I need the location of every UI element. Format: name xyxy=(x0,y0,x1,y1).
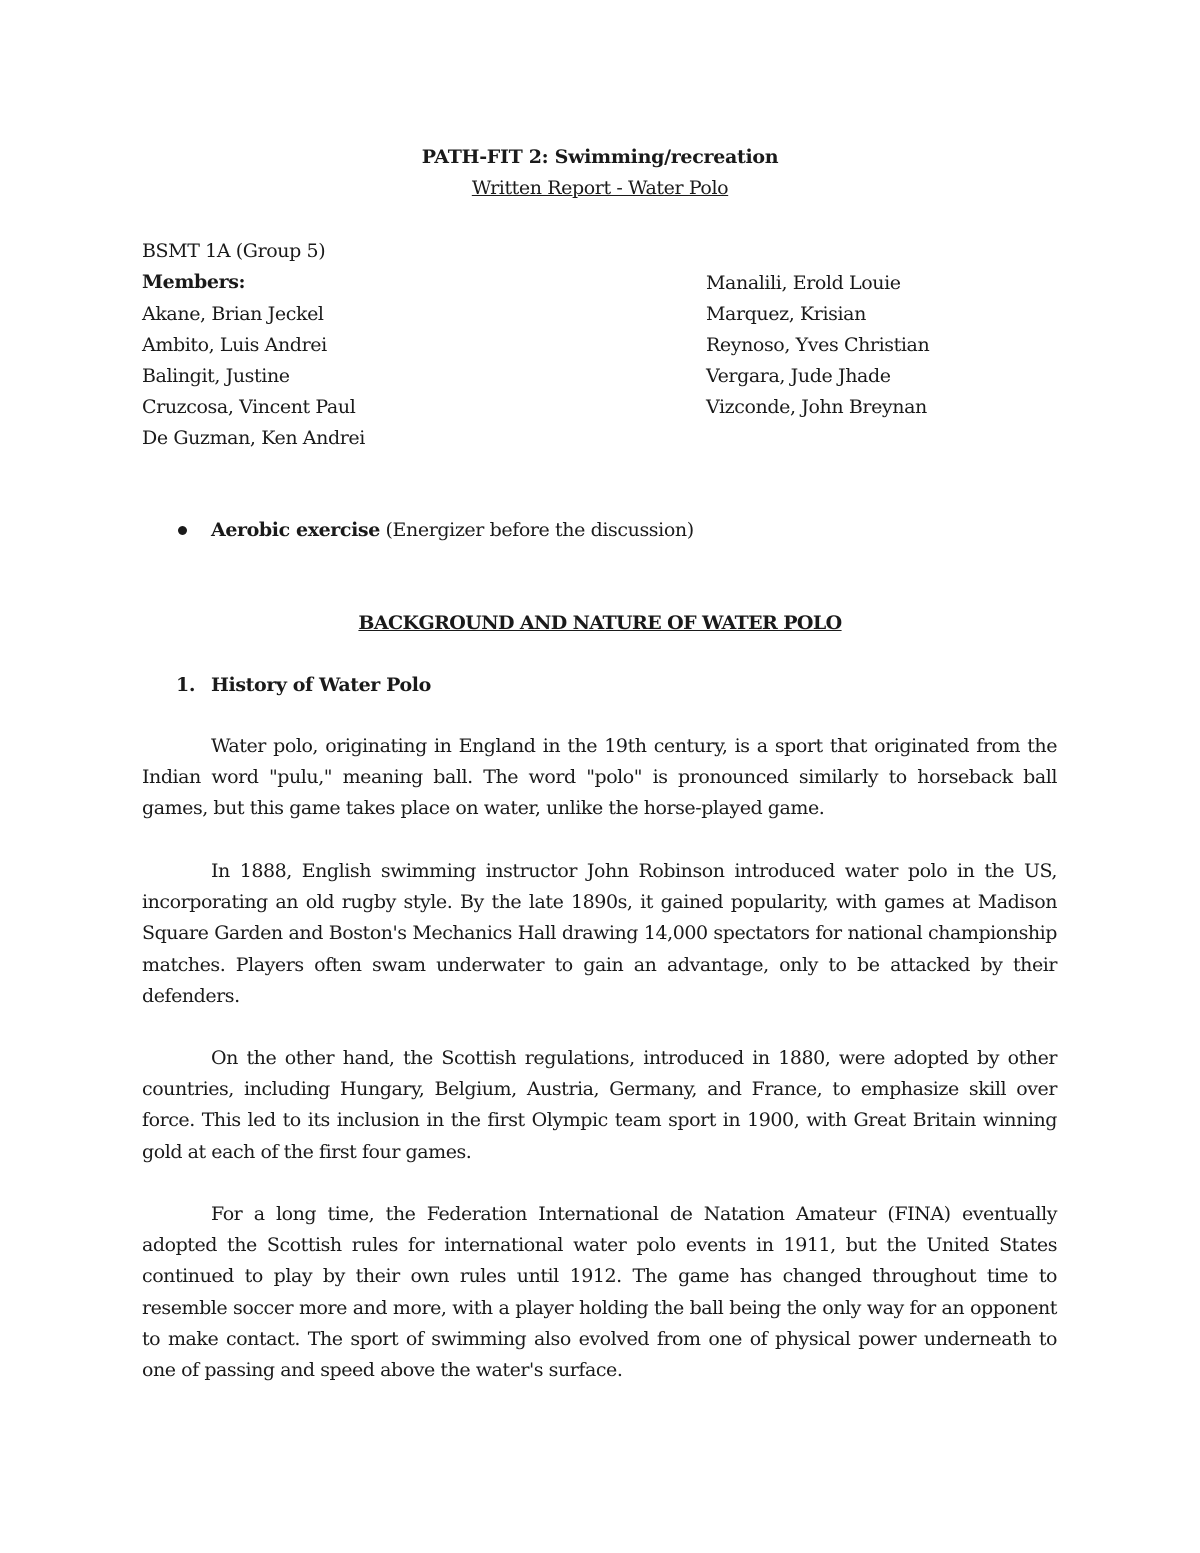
members-list-left xyxy=(142,299,365,454)
member-name: Manalili, Erold Louie xyxy=(706,272,901,294)
member-name: Marquez, Krisian xyxy=(706,303,866,325)
bullet-text xyxy=(211,516,694,544)
member-name: Balingit, Justine xyxy=(142,365,290,387)
paragraph: On the other hand, the Scottish regulations, introduced in 1880, were adopted by other countries, including Hungary, Belgium, Austria, Germany, and France, to emphasize skill over force. This led to its inclusion in the first Olympic team sport in 1900, with Great Britain winning gold at each of the first four games. xyxy=(142,1047,1057,1163)
member-name: Cruzcosa, Vincent Paul xyxy=(142,396,356,418)
paragraph: For a long time, the Federation International de Natation Amateur (FINA) eventually adopted the Scottish rules for international water polo events in 1911, but the United States continued to play by their own rules until 1912. The game has changed throughout time to resemble soccer more and more, with a player holding the ball being the only way for an opponent to make contact. The sport of swimming also evolved from one of physical power underneath to one of passing and speed above the water's surface. xyxy=(142,1203,1057,1382)
bullet-bold-text: Aerobic exercise xyxy=(211,519,380,541)
member-name: Akane, Brian Jeckel xyxy=(142,303,324,325)
members-label: Members: xyxy=(142,271,246,293)
members-list-right xyxy=(706,268,929,423)
bullet-icon xyxy=(178,526,187,535)
member-name: Ambito, Luis Andrei xyxy=(142,334,327,356)
section-heading: BACKGROUND AND NATURE OF WATER POLO xyxy=(358,612,842,634)
member-name: De Guzman, Ken Andrei xyxy=(142,427,365,449)
item-number: 1. xyxy=(176,674,196,696)
item-title: History of Water Polo xyxy=(211,674,431,696)
paragraph: In 1888, English swimming instructor John Robinson introduced water polo in the US, incorporating an old rugby style. By the late 1890s, it gained popularity, with games at Madison Square Garden and Boston's Mechanics Hall drawing 14,000 spectators for national championship matches. Players often swam underwater to gain an advantage, only to be attacked by their defenders. xyxy=(142,860,1057,1007)
document-title: PATH-FIT 2: Swimming/recreation xyxy=(421,146,779,168)
member-name: Reynoso, Yves Christian xyxy=(706,334,930,356)
member-name: Vizconde, John Breynan xyxy=(706,396,927,418)
document-subtitle: Written Report - Water Polo xyxy=(471,177,729,199)
group-section: BSMT 1A (Group 5) xyxy=(142,240,326,262)
member-name: Vergara, Jude Jhade xyxy=(706,365,891,387)
bullet-rest-text: (Energizer before the discussion) xyxy=(379,519,694,541)
paragraph: Water polo, originating in England in the 19th century, is a sport that originated from the Indian word "pulu," meaning ball. The word "polo" is pronounced similarly to horseback ball games, but this game takes place on water, unlike the horse-played game. xyxy=(142,735,1057,820)
